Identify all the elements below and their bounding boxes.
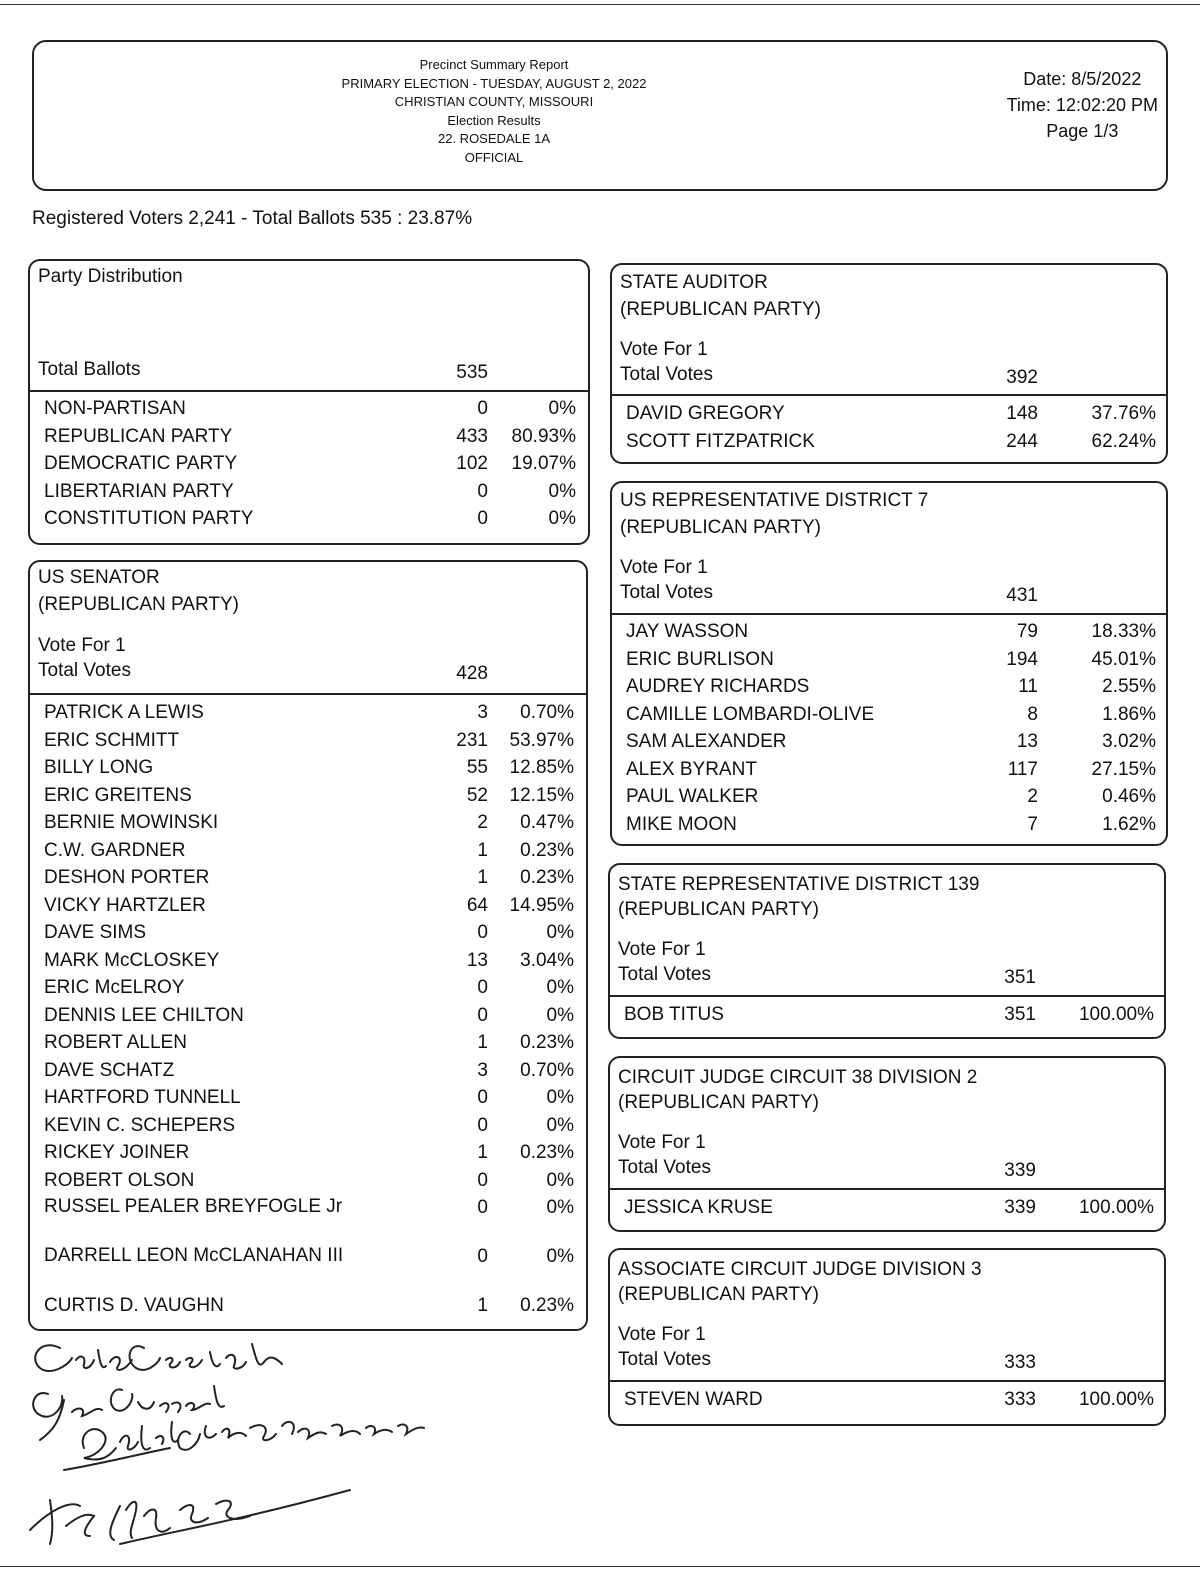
candidate-percent: 3.02% — [1102, 731, 1156, 752]
candidate-row — [612, 811, 1166, 839]
total-votes-label: Total Votes — [38, 660, 131, 681]
contest-party: (REPUBLICAN PARTY) — [618, 1092, 819, 1113]
candidate-row — [612, 618, 1166, 646]
candidate-row — [610, 1001, 1164, 1029]
candidate-percent: 0% — [548, 480, 576, 502]
candidate-votes: 339 — [1004, 1197, 1036, 1218]
candidate-name: NON-PARTISAN — [44, 398, 186, 419]
senator-rows — [30, 699, 586, 1320]
candidate-name: DESHON PORTER — [44, 867, 210, 888]
candidate-percent: 0.46% — [1102, 786, 1156, 807]
candidate-row — [30, 699, 586, 727]
candidate-name: CURTIS D. VAUGHN — [44, 1295, 224, 1316]
total-votes-label: Total Votes — [618, 964, 711, 985]
candidate-name: LIBERTARIAN PARTY — [44, 480, 234, 502]
party-distribution-panel — [28, 259, 590, 545]
candidate-name: SAM ALEXANDER — [626, 731, 787, 752]
candidate-votes: 351 — [1004, 1004, 1036, 1025]
candidate-row — [30, 809, 586, 837]
top-rule — [0, 4, 1200, 5]
candidate-votes: 52 — [466, 784, 488, 806]
vote-for-label: Vote For 1 — [38, 635, 126, 656]
candidate-name: MARK McCLOSKEY — [44, 949, 220, 971]
usrep-rows — [612, 618, 1166, 838]
candidate-percent: 45.01% — [1091, 648, 1156, 670]
contest-title: CIRCUIT JUDGE CIRCUIT 38 DIVISION 2 — [618, 1067, 978, 1088]
candidate-percent: 0.23% — [520, 1032, 574, 1053]
total-votes-label: Total Votes — [620, 582, 713, 603]
candidate-row — [30, 1167, 586, 1195]
candidate-votes: 2 — [1027, 786, 1038, 807]
contest-party: (REPUBLICAN PARTY) — [620, 299, 821, 320]
associate-rows — [610, 1386, 1164, 1414]
candidate-name: HARTFORD TUNNELL — [44, 1087, 241, 1108]
county-name: CHRISTIAN COUNTY, MISSOURI — [394, 94, 594, 109]
candidate-row — [612, 783, 1166, 811]
candidate-percent: 0.23% — [520, 1295, 574, 1316]
candidate-percent: 0% — [546, 1169, 574, 1191]
candidate-name: ERIC McELROY — [44, 977, 185, 998]
us-senator-panel — [28, 560, 588, 1331]
candidate-votes: 0 — [477, 1169, 488, 1191]
candidate-votes: 3 — [477, 702, 488, 723]
candidate-name: BOB TITUS — [624, 1004, 724, 1025]
candidate-name: REPUBLICAN PARTY — [44, 425, 233, 447]
candidate-percent: 0% — [548, 508, 576, 529]
total-ballots-value: 535 — [456, 362, 488, 383]
candidate-name: AUDREY RICHARDS — [626, 676, 810, 697]
candidate-percent: 0% — [548, 398, 576, 419]
candidate-row — [610, 1194, 1164, 1222]
contest-title: STATE AUDITOR — [620, 272, 768, 293]
candidate-row — [30, 1139, 586, 1167]
candidate-votes: 0 — [477, 1004, 488, 1026]
candidate-percent: 12.85% — [509, 757, 574, 778]
candidate-row — [30, 1112, 586, 1140]
candidate-percent: 14.95% — [509, 894, 574, 916]
candidate-votes: 3 — [477, 1059, 488, 1081]
candidate-row — [30, 837, 586, 865]
report-header — [32, 40, 1168, 191]
candidate-row — [612, 756, 1166, 784]
candidate-row — [30, 754, 586, 782]
total-votes-value: 351 — [1004, 967, 1036, 988]
candidate-row — [30, 1002, 586, 1030]
candidate-row — [30, 1029, 586, 1057]
candidate-row — [30, 450, 588, 478]
candidate-row — [612, 428, 1166, 456]
candidate-name: VICKY HARTZLER — [44, 894, 206, 916]
candidate-votes: 102 — [456, 453, 488, 474]
report-title: Precinct Summary Report — [419, 57, 569, 72]
candidate-percent: 0% — [546, 1114, 574, 1136]
candidate-name: CAMILLE LOMBARDI-OLIVE — [626, 703, 875, 725]
candidate-name: SCOTT FITZPATRICK — [626, 430, 815, 452]
candidate-percent: 0.23% — [520, 1142, 574, 1163]
candidate-votes: 0 — [477, 1197, 488, 1218]
candidate-percent: 1.62% — [1102, 813, 1156, 835]
total-votes-value: 431 — [1006, 585, 1038, 606]
candidate-percent: 0.70% — [520, 1059, 574, 1081]
candidate-votes: 2 — [477, 812, 488, 833]
divider — [610, 1188, 1164, 1190]
circuit-rows — [610, 1194, 1164, 1222]
candidate-name: DAVE SCHATZ — [44, 1059, 175, 1081]
candidate-row — [30, 1057, 586, 1085]
candidate-votes: 0 — [477, 1087, 488, 1108]
candidate-votes: 11 — [1018, 676, 1038, 697]
candidate-percent: 100.00% — [1078, 1197, 1154, 1218]
candidate-percent: 100.00% — [1078, 1389, 1154, 1410]
auditor-rows — [612, 400, 1166, 455]
candidate-name: MIKE MOON — [626, 813, 737, 835]
candidate-votes: 244 — [1006, 430, 1038, 452]
candidate-row — [30, 892, 586, 920]
candidate-row — [30, 1084, 586, 1112]
candidate-name: JAY WASSON — [626, 621, 749, 642]
candidate-name: C.W. GARDNER — [44, 839, 186, 861]
candidate-name: KEVIN C. SCHEPERS — [44, 1114, 236, 1136]
total-votes-value: 428 — [456, 663, 488, 684]
candidate-name: ROBERT OLSON — [44, 1169, 195, 1191]
candidate-row — [30, 727, 586, 755]
us-representative-panel — [610, 481, 1168, 846]
divider — [30, 693, 586, 695]
candidate-votes: 194 — [1006, 648, 1038, 670]
candidate-row — [30, 782, 586, 810]
candidate-votes: 13 — [466, 949, 488, 971]
contest-title: STATE REPRESENTATIVE DISTRICT 139 — [618, 874, 980, 895]
candidate-name: ERIC GREITENS — [44, 784, 192, 806]
total-votes-value: 333 — [1004, 1352, 1036, 1373]
candidate-name: ERIC SCHMITT — [44, 729, 180, 751]
contest-party: (REPUBLICAN PARTY) — [618, 899, 819, 920]
candidate-name: DENNIS LEE CHILTON — [44, 1004, 244, 1026]
state-representative-panel — [608, 863, 1166, 1039]
candidate-percent: 53.97% — [509, 729, 574, 751]
candidate-percent: 1.86% — [1102, 703, 1156, 725]
candidate-votes: 8 — [1027, 703, 1038, 725]
report-time: Time: 12:02:20 PM — [1006, 95, 1158, 115]
contest-title: ASSOCIATE CIRCUIT JUDGE DIVISION 3 — [618, 1259, 982, 1280]
candidate-row — [612, 701, 1166, 729]
candidate-percent: 62.24% — [1091, 430, 1156, 452]
candidate-votes: 0 — [477, 398, 488, 419]
candidate-row — [612, 646, 1166, 674]
state-auditor-panel — [610, 263, 1168, 464]
candidate-percent: 0% — [546, 1087, 574, 1108]
panel-title: Party Distribution — [38, 266, 183, 287]
candidate-votes: 0 — [477, 922, 488, 943]
candidate-name: RUSSEL PEALER BREYFOGLE Jr — [44, 1196, 343, 1217]
candidate-percent: 12.15% — [509, 784, 574, 806]
party-rows — [30, 395, 588, 533]
candidate-percent: 2.55% — [1102, 676, 1156, 697]
candidate-votes: 148 — [1006, 403, 1038, 424]
candidate-name: ALEX BYRANT — [626, 758, 757, 780]
candidate-percent: 80.93% — [511, 425, 576, 447]
candidate-name: PAUL WALKER — [626, 786, 759, 807]
candidate-name: DAVID GREGORY — [626, 403, 785, 424]
registered-voters-summary: Registered Voters 2,241 - Total Ballots 535 : 23.87% — [32, 208, 473, 229]
precinct-name: 22. ROSEDALE 1A — [438, 131, 550, 146]
total-votes-label: Total Votes — [620, 364, 713, 385]
candidate-votes: 0 — [477, 1114, 488, 1136]
vote-for-label: Vote For 1 — [618, 1324, 706, 1345]
candidate-row — [30, 947, 586, 975]
official-label: OFFICIAL — [464, 149, 524, 165]
candidate-votes: 433 — [456, 425, 488, 447]
candidate-name: BILLY LONG — [44, 757, 154, 778]
candidate-percent: 37.76% — [1091, 403, 1156, 424]
contest-title: US REPRESENTATIVE DISTRICT 7 — [620, 490, 929, 511]
divider — [610, 1380, 1164, 1382]
candidate-row — [30, 1194, 586, 1243]
vote-for-label: Vote For 1 — [618, 939, 706, 960]
contest-party: (REPUBLICAN PARTY) — [620, 517, 821, 538]
contest-title: US SENATOR — [38, 567, 160, 588]
candidate-percent: 3.04% — [520, 949, 574, 971]
candidate-percent: 100.00% — [1078, 1004, 1154, 1025]
circuit-judge-panel — [608, 1056, 1166, 1232]
candidate-percent: 0.70% — [520, 702, 574, 723]
total-votes-value: 392 — [1006, 367, 1038, 388]
election-name: PRIMARY ELECTION - TUESDAY, AUGUST 2, 2022 — [341, 75, 647, 91]
candidate-votes: 13 — [1016, 731, 1038, 752]
candidate-percent: 27.15% — [1091, 758, 1156, 780]
candidate-row — [30, 478, 588, 506]
candidate-votes: 333 — [1004, 1389, 1036, 1410]
vote-for-label: Vote For 1 — [618, 1132, 706, 1153]
candidate-percent: 0.23% — [520, 867, 574, 888]
candidate-votes: 117 — [1007, 758, 1038, 780]
candidate-votes: 55 — [466, 757, 488, 778]
candidate-name: JESSICA KRUSE — [624, 1197, 773, 1218]
candidate-percent: 0% — [546, 1197, 574, 1218]
candidate-name: DEMOCRATIC PARTY — [44, 453, 238, 474]
candidate-votes: 79 — [1016, 621, 1038, 642]
contest-party: (REPUBLICAN PARTY) — [618, 1284, 819, 1305]
total-ballots-label: Total Ballots — [38, 359, 141, 380]
divider — [612, 613, 1166, 615]
candidate-row — [612, 673, 1166, 701]
candidate-row — [30, 919, 586, 947]
report-meta — [1007, 66, 1158, 144]
candidate-percent: 0% — [546, 1004, 574, 1026]
candidate-row — [30, 505, 588, 533]
divider — [612, 394, 1166, 396]
candidate-row — [30, 423, 588, 451]
page-number: Page 1/3 — [1046, 121, 1119, 141]
candidate-percent: 0% — [546, 977, 574, 998]
total-votes-label: Total Votes — [618, 1157, 711, 1178]
candidate-votes: 7 — [1027, 813, 1038, 835]
candidate-name: ERIC BURLISON — [626, 648, 774, 670]
candidate-name: PATRICK A LEWIS — [44, 702, 204, 723]
candidate-votes: 231 — [456, 729, 488, 751]
candidate-name: BERNIE MOWINSKI — [44, 812, 219, 833]
candidate-votes: 1 — [477, 839, 488, 861]
candidate-row — [30, 974, 586, 1002]
candidate-percent: 19.07% — [511, 453, 576, 474]
staterep-rows — [610, 1001, 1164, 1029]
candidate-votes: 0 — [477, 508, 488, 529]
candidate-votes: 1 — [477, 1295, 488, 1316]
candidate-name: STEVEN WARD — [624, 1389, 763, 1410]
candidate-percent: 18.33% — [1091, 621, 1156, 642]
vote-for-label: Vote For 1 — [620, 339, 708, 360]
candidate-name: CONSTITUTION PARTY — [44, 508, 254, 529]
associate-circuit-judge-panel — [608, 1248, 1166, 1426]
candidate-votes: 64 — [466, 894, 488, 916]
handwritten-signatures — [20, 1330, 460, 1560]
candidate-votes: 1 — [477, 1142, 488, 1163]
candidate-votes: 0 — [477, 977, 488, 998]
candidate-percent: 0.47% — [520, 812, 574, 833]
candidate-name: RICKEY JOINER — [44, 1142, 190, 1163]
candidate-row — [612, 728, 1166, 756]
candidate-name: DARRELL LEON McCLANAHAN III — [44, 1245, 344, 1266]
report-title-block — [34, 56, 954, 167]
candidate-row — [30, 1243, 586, 1292]
candidate-percent: 0% — [546, 1246, 574, 1267]
total-votes-value: 339 — [1004, 1160, 1036, 1181]
vote-for-label: Vote For 1 — [620, 557, 708, 578]
candidate-row — [30, 864, 586, 892]
candidate-row — [30, 1292, 586, 1320]
report-date: Date: 8/5/2022 — [1023, 69, 1142, 89]
results-label: Election Results — [447, 112, 541, 128]
contest-party: (REPUBLICAN PARTY) — [38, 594, 239, 615]
candidate-percent: 0% — [546, 922, 574, 943]
candidate-votes: 1 — [477, 1032, 488, 1053]
candidate-name: DAVE SIMS — [44, 922, 147, 943]
divider — [610, 995, 1164, 997]
candidate-percent: 0.23% — [520, 839, 574, 861]
candidate-votes: 1 — [477, 867, 488, 888]
candidate-row — [610, 1386, 1164, 1414]
total-votes-label: Total Votes — [618, 1349, 711, 1370]
candidate-votes: 0 — [477, 1246, 488, 1267]
divider — [30, 390, 588, 392]
bottom-rule — [0, 1566, 1200, 1567]
candidate-name: ROBERT ALLEN — [44, 1032, 187, 1053]
candidate-votes: 0 — [477, 480, 488, 502]
candidate-row — [612, 400, 1166, 428]
candidate-row — [30, 395, 588, 423]
